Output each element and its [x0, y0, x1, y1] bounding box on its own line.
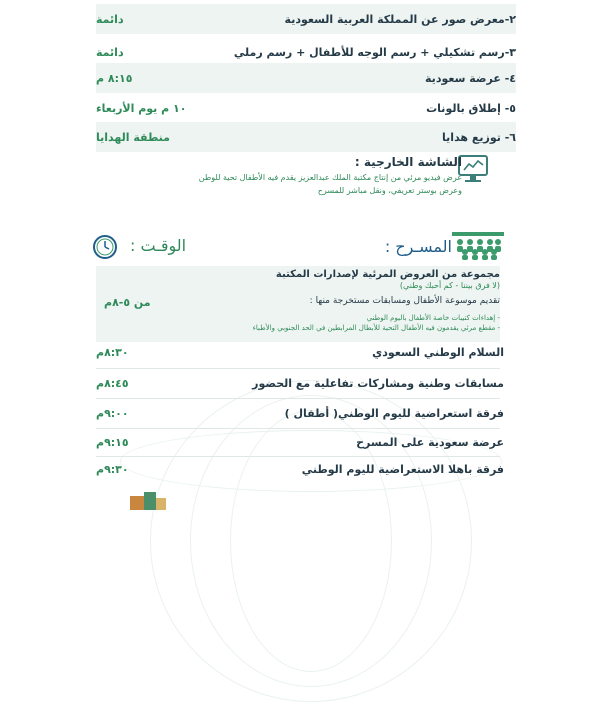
screen-title: الشاشة الخارجية : [354, 155, 462, 169]
program-row [96, 463, 504, 476]
program-time: ٩:٠٠م [96, 407, 129, 420]
divider [96, 398, 500, 399]
time-heading: الوقـت : [130, 236, 187, 255]
program-label: مسابقات وطنية ومشاركات تفاعلية مع الحضور [252, 377, 504, 390]
program-row [96, 436, 504, 449]
activity-time: دائمة [96, 45, 124, 59]
program-row [96, 407, 504, 420]
activity-label: ٢-معرض صور عن المملكة العربية السعودية [284, 12, 516, 26]
activity-row [96, 63, 516, 93]
program-first-block [96, 266, 500, 342]
activity-row [96, 93, 516, 123]
program-label: السلام الوطني السعودي [372, 346, 504, 359]
divider [96, 368, 500, 369]
program-label: فرقة استعراضية لليوم الوطني( أطفال ) [284, 407, 504, 420]
activity-label: ٤- عرضة سعودية [425, 71, 516, 85]
stage-heading: المسـرح : [384, 237, 452, 256]
divider [96, 428, 500, 429]
program-row [96, 377, 504, 390]
program-time: ٨:٣٠م [96, 346, 129, 359]
program-first-bullet: - إهداءات كتيبات خاصة الأطفال باليوم الوطني [366, 314, 500, 322]
program-first-bullet: - مقطع مرئي يقدمون فيه الأطفال التحية للأبطال المرابطين في الحد الجنوبي والأطباء [252, 324, 500, 332]
program-first-subtitle: (لا فرق بيننا - كم أحبك وطني) [399, 281, 500, 290]
activity-time: ٨:١٥ م [96, 71, 133, 85]
program-time: ٩:٣٠م [96, 463, 129, 476]
audience-icon [452, 232, 504, 260]
activity-label: ٦- توزيع هدايا [442, 130, 516, 144]
activity-row [96, 4, 516, 34]
screen-description-line: عرض فيديو مرئي من إنتاج مكتبة الملك عبدالعزيز يقدم فيه الأطفال تحية للوطن [198, 173, 462, 182]
activity-label: ٣-رسم تشكيلي + رسم الوجه للأطفال + رسم رملي [233, 45, 516, 59]
screen-description [122, 171, 462, 197]
books-graphic [130, 492, 166, 510]
screen-description-line: وعرض بوستر تعريفي، ونقل مباشر للمسرح [317, 186, 462, 195]
program-time: ٨:٤٥م [96, 377, 129, 390]
divider [96, 456, 500, 457]
program-label: فرقة باهلا الاستعراضية لليوم الوطني [301, 463, 504, 476]
program-first-encyclopedia: تقديم موسوعة الأطفال ومسابقات مستخرجة منها : [309, 296, 500, 306]
clock-icon [92, 234, 118, 260]
activity-label: ٥- إطلاق بالونات [426, 101, 516, 115]
program-row [96, 346, 504, 359]
activity-time: دائمة [96, 12, 124, 26]
program-first-title: مجموعة من العروض المرئية لإصدارات المكتبة [275, 269, 500, 280]
activity-time: ١٠ م يوم الأربعاء [96, 101, 187, 115]
program-first-time: من ٥-٨م [104, 296, 151, 309]
program-label: عرضة سعودية على المسرح [356, 436, 504, 449]
activity-time: منطقة الهدايا [96, 130, 170, 144]
program-time: ٩:١٥م [96, 436, 129, 449]
activity-row [96, 122, 516, 152]
